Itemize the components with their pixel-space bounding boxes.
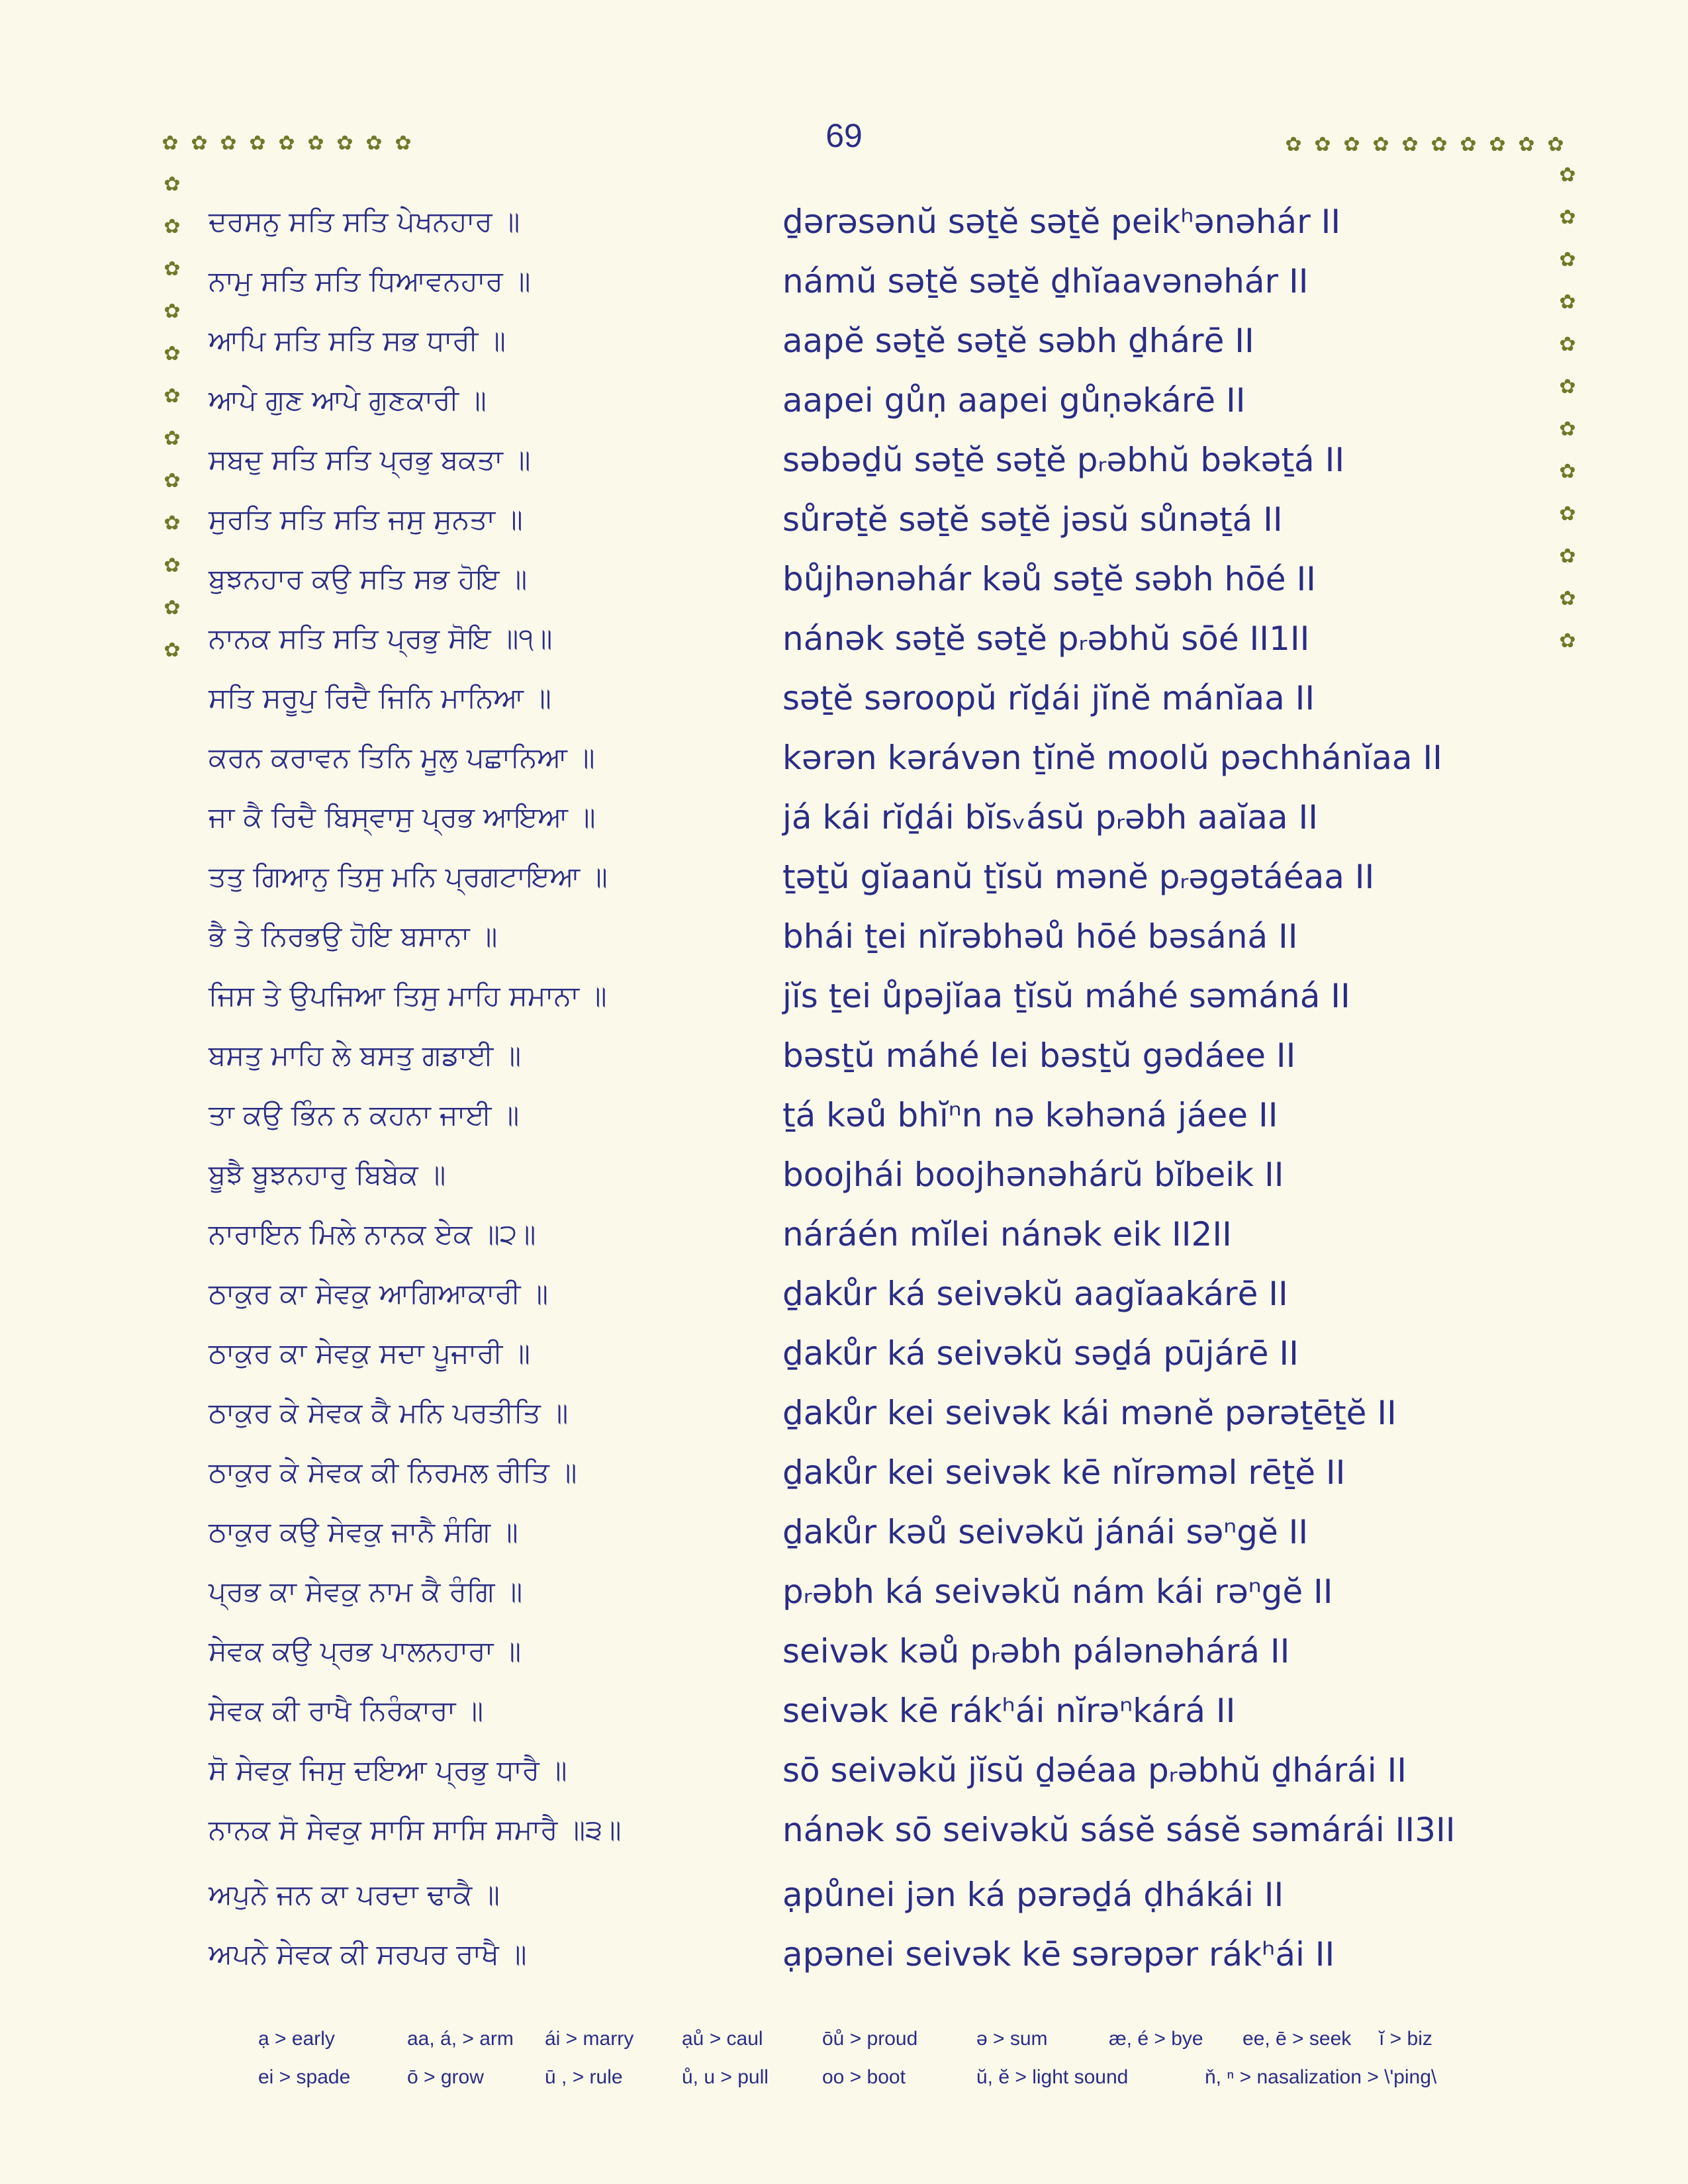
pronunciation-key-item: ạů > caul xyxy=(682,2028,763,2050)
gurmukhi-line: ਜਿਸ ਤੇ ਉਪਜਿਆ ਤਿਸੁ ਮਾਹਿ ਸਮਾਨਾ ॥ xyxy=(209,979,607,1012)
transliteration-line: jĭs ṯei ůpəjĭaa ṯĭsŭ máhé səmáná II xyxy=(782,977,1350,1015)
verse-row xyxy=(0,377,1688,437)
flower-ornament-icon: ✿ xyxy=(164,257,181,281)
transliteration-line: ṯá kəů bhĭⁿn nə kəhəná jáee II xyxy=(782,1096,1278,1134)
flower-ornament-icon: ✿ xyxy=(1460,133,1477,156)
transliteration-line: námŭ səṯĕ səṯĕ ḏhĭaavənəhár II xyxy=(782,262,1309,300)
pronunciation-key-item: ů, u > pull xyxy=(682,2066,769,2088)
gurmukhi-line: ਤਤੁ ਗਿਆਨੁ ਤਿਸੁ ਮਨਿ ਪ੍ਰਗਟਾਇਆ ॥ xyxy=(209,860,608,893)
pronunciation-key-item: aa, á, > arm xyxy=(407,2028,514,2050)
gurmukhi-line: ਸੇਵਕ ਕਉ ਪ੍ਰਭ ਪਾਲਨਹਾਰਾ ॥ xyxy=(209,1635,522,1667)
verse-row xyxy=(0,556,1688,615)
transliteration-line: pᵣəbh ká seivəkŭ nám kái rəⁿgĕ II xyxy=(782,1572,1333,1611)
verse-row xyxy=(0,913,1688,973)
flower-ornament-icon: ✿ xyxy=(1559,333,1576,356)
flower-ornament-icon: ✿ xyxy=(1372,133,1389,156)
flower-ornament-icon: ✿ xyxy=(365,132,383,155)
flower-ornament-icon: ✿ xyxy=(1430,133,1448,156)
flower-ornament-icon: ✿ xyxy=(1559,206,1576,229)
pronunciation-key-item: ə > sum xyxy=(976,2028,1048,2050)
flower-ornament-icon: ✿ xyxy=(164,215,181,238)
flower-ornament-icon: ✿ xyxy=(164,342,181,365)
verse-row xyxy=(0,615,1688,675)
pronunciation-key-item: ạ > early xyxy=(258,2028,335,2050)
verse-row xyxy=(0,437,1688,496)
flower-ornament-icon: ✿ xyxy=(336,132,353,155)
gurmukhi-line: ਕਰਨ ਕਰਾਵਨ ਤਿਨਿ ਮੂਲੁ ਪਛਾਨਿਆ ॥ xyxy=(209,741,595,774)
gurmukhi-line: ਸੋ ਸੇਵਕੁ ਜਿਸੁ ਦਇਆ ਪ੍ਰਭੁ ਧਾਰੈ ॥ xyxy=(209,1754,567,1786)
transliteration-line: aapĕ səṯĕ səṯĕ səbh ḏhárē II xyxy=(782,322,1254,360)
transliteration-line: nánək səṯĕ səṯĕ pᵣəbhŭ sōé II1II xyxy=(782,619,1310,658)
flower-ornament-icon: ✿ xyxy=(1343,133,1360,156)
pronunciation-key-item: ei > spade xyxy=(258,2066,351,2088)
flower-ornament-icon: ✿ xyxy=(164,469,181,492)
gurmukhi-line: ਸਤਿ ਸਰੂਪੁ ਰਿਦੈ ਜਿਨਿ ਮਾਨਿਆ ॥ xyxy=(209,682,551,714)
gurmukhi-line: ਠਾਕੁਰ ਕੇ ਸੇਵਕ ਕੈ ਮਨਿ ਪਰਤੀਤਿ ॥ xyxy=(209,1396,569,1429)
verse-row xyxy=(0,199,1688,258)
transliteration-line: kərən kərávən ṯĭnĕ moolŭ pəchhánĭaa II xyxy=(782,739,1442,777)
flower-ornament-icon: ✿ xyxy=(1559,248,1576,271)
transliteration-line: seivək kē rákʰái nĭrəⁿkárá II xyxy=(782,1692,1236,1730)
gurmukhi-line: ਅਪਨੇ ਸੇਵਕ ਕੀ ਸਰਪਰ ਰਾਖੈ ॥ xyxy=(209,1938,527,1970)
verse-row xyxy=(0,735,1688,794)
transliteration-line: səbəḏŭ səṯĕ səṯĕ pᵣəbhŭ bəkəṯá II xyxy=(782,441,1345,479)
pronunciation-key xyxy=(258,2028,1516,2105)
flower-ornament-icon: ✿ xyxy=(164,173,181,196)
gurmukhi-line: ਦਰਸਨੁ ਸਤਿ ਸਤਿ ਪੇਖਨਹਾਰ ॥ xyxy=(209,205,520,238)
gurmukhi-line: ਬੂਝੈ ਬੂਝਨਹਾਰੁ ਬਿਬੇਕ ॥ xyxy=(209,1158,446,1191)
verse-row xyxy=(0,496,1688,556)
flower-ornament-icon: ✿ xyxy=(1559,629,1576,653)
flower-ornament-icon: ✿ xyxy=(249,132,266,155)
gurmukhi-line: ਅਪੁਨੇ ਜਨ ਕਾ ਪਰਦਾ ਢਾਕੈ ॥ xyxy=(209,1878,500,1911)
verse-row xyxy=(0,1449,1688,1509)
flower-ornament-icon: ✿ xyxy=(1518,133,1535,156)
verse-row xyxy=(0,854,1688,913)
verse-row xyxy=(0,973,1688,1032)
verse-row xyxy=(0,1032,1688,1092)
ornament-border-top-left xyxy=(159,132,421,155)
gurmukhi-line: ਸੇਵਕ ਕੀ ਰਾਖੈ ਨਿਰੰਕਾਰਾ ॥ xyxy=(209,1694,484,1727)
flower-ornament-icon: ✿ xyxy=(220,132,237,155)
gurmukhi-line: ਨਾਨਕ ਸੋ ਸੇਵਕੁ ਸਾਸਿ ਸਾਸਿ ਸਮਾਰੈ ॥੩॥ xyxy=(209,1813,622,1846)
flower-ornament-icon: ✿ xyxy=(191,132,208,155)
flower-ornament-icon: ✿ xyxy=(1559,587,1576,610)
flower-ornament-icon: ✿ xyxy=(1559,502,1576,525)
gurmukhi-line: ਨਾਨਕ ਸਤਿ ਸਤਿ ਪ੍ਰਭੁ ਸੋਇ ॥੧॥ xyxy=(209,622,553,655)
verse-row xyxy=(0,1569,1688,1628)
flower-ornament-icon: ✿ xyxy=(1547,133,1564,156)
pronunciation-key-item: æ, é > bye xyxy=(1109,2028,1203,2050)
transliteration-line: já kái rĭḏái bĭsᵥásŭ pᵣəbh aaĭaa II xyxy=(782,798,1318,837)
flower-ornament-icon: ✿ xyxy=(164,427,181,450)
gurmukhi-line: ਠਾਕੁਰ ਕਾ ਸੇਵਕੁ ਆਗਿਆਕਾਰੀ ॥ xyxy=(209,1277,549,1310)
page-number: 69 xyxy=(825,117,863,154)
gurmukhi-line: ਨਾਮੁ ਸਤਿ ਸਤਿ ਧਿਆਵਨਹਾਰ ॥ xyxy=(209,265,531,297)
gurmukhi-line: ਆਪਿ ਸਤਿ ਸਤਿ ਸਭ ਧਾਰੀ ॥ xyxy=(209,324,506,357)
verse-row xyxy=(0,1807,1688,1866)
verse-row xyxy=(0,1747,1688,1807)
pronunciation-key-row xyxy=(258,2066,1516,2105)
flower-ornament-icon: ✿ xyxy=(1559,418,1576,441)
flower-ornament-icon: ✿ xyxy=(164,385,181,408)
transliteration-line: bůjhənəhár kəů səṯĕ səbh hōé II xyxy=(782,560,1316,598)
flower-ornament-icon: ✿ xyxy=(1489,133,1506,156)
transliteration-line: sō seivəkŭ jĭsŭ ḏəéaa pᵣəbhŭ ḏhárái II xyxy=(782,1751,1407,1790)
flower-ornament-icon: ✿ xyxy=(164,554,181,577)
gurmukhi-line: ਜਾ ਕੈ ਰਿਦੈ ਬਿਸ੍ਵਾਸੁ ਪ੍ਰਭ ਆਇਆ ॥ xyxy=(209,801,596,833)
gurmukhi-line: ਨਾਰਾਇਨ ਮਿਲੇ ਨਾਨਕ ਏਕ ॥੨॥ xyxy=(209,1218,536,1250)
verse-row xyxy=(0,1628,1688,1688)
gurmukhi-line: ਆਪੇ ਗੁਣ ਆਪੇ ਗੁਣਕਾਰੀ ॥ xyxy=(209,384,487,416)
transliteration-line: ḏakůr kəů seivəkŭ jánái səⁿgĕ II xyxy=(782,1513,1309,1551)
transliteration-line: ṯəṯŭ gĭaanŭ ṯĭsŭ mənĕ pᵣəgətáéaa II xyxy=(782,858,1375,896)
flower-ornament-icon: ✿ xyxy=(278,132,295,155)
verse-row xyxy=(0,1211,1688,1271)
transliteration-line: bhái ṯei nĭrəbhəů hōé bəsáná II xyxy=(782,917,1298,956)
pronunciation-key-item: ū , > rule xyxy=(545,2066,623,2088)
flower-ornament-icon: ✿ xyxy=(1401,133,1419,156)
transliteration-line: səṯĕ səroopŭ rĭḏái jĭnĕ mánĭaa II xyxy=(782,679,1315,717)
gurmukhi-line: ਤਾ ਕਉ ਭਿੰਨ ਨ ਕਹਨਾ ਜਾਈ ॥ xyxy=(209,1099,520,1131)
transliteration-line: ạpůnei jən ká pərəḏá ḍhákái II xyxy=(782,1876,1284,1914)
flower-ornament-icon: ✿ xyxy=(1559,545,1576,568)
flower-ornament-icon: ✿ xyxy=(1314,133,1331,156)
gurmukhi-line: ਭੈ ਤੇ ਨਿਰਭਉ ਹੋਇ ਬਸਾਨਾ ॥ xyxy=(209,920,498,952)
gurmukhi-line: ਸਬਦੁ ਸਤਿ ਸਤਿ ਪ੍ਰਭੁ ਬਕਤਾ ॥ xyxy=(209,443,531,476)
verse-row xyxy=(0,1271,1688,1330)
transliteration-line: ḏakůr kei seivək kē nĭrəməl rēṯĕ II xyxy=(782,1453,1346,1492)
gurmukhi-line: ਬੁਝਨਹਾਰ ਕਉ ਸਤਿ ਸਭ ਹੋਇ ॥ xyxy=(209,563,528,595)
pronunciation-key-item: oo > boot xyxy=(822,2066,906,2088)
pronunciation-key-row xyxy=(258,2028,1516,2066)
flower-ornament-icon: ✿ xyxy=(164,639,181,662)
verse-row xyxy=(0,1931,1688,1991)
pronunciation-key-item: ĭ > biz xyxy=(1379,2028,1432,2050)
flower-ornament-icon: ✿ xyxy=(164,300,181,323)
verse-row xyxy=(0,1330,1688,1390)
verse-row xyxy=(0,1092,1688,1152)
pronunciation-key-item: ee, ē > seek xyxy=(1243,2028,1352,2050)
flower-ornament-icon: ✿ xyxy=(1559,163,1576,187)
transliteration-line: ḏakůr ká seivəkŭ aagĭaakárē II xyxy=(782,1275,1288,1313)
flower-ornament-icon: ✿ xyxy=(1285,133,1302,156)
gurmukhi-line: ਬਸਤੁ ਮਾਹਿ ਲੇ ਬਸਤੁ ਗਡਾਈ ॥ xyxy=(209,1039,522,1071)
verse-row xyxy=(0,794,1688,854)
flower-ornament-icon: ✿ xyxy=(1559,460,1576,483)
flower-ornament-icon: ✿ xyxy=(164,512,181,535)
gurmukhi-line: ਠਾਕੁਰ ਕੇ ਸੇਵਕ ਕੀ ਨਿਰਮਲ ਰੀਤਿ ॥ xyxy=(209,1456,577,1488)
verse-list xyxy=(0,199,1688,1991)
verse-row xyxy=(0,1872,1688,1931)
transliteration-line: ḏakůr ká seivəkŭ səḏá pūjárē II xyxy=(782,1334,1299,1373)
transliteration-line: sůrəṯĕ səṯĕ səṯĕ jəsŭ sůnəṯá II xyxy=(782,500,1283,539)
pronunciation-key-item: ái > marry xyxy=(545,2028,634,2050)
flower-ornament-icon: ✿ xyxy=(1559,375,1576,398)
pronunciation-key-item: ŭ, ĕ > light sound xyxy=(976,2066,1129,2088)
flower-ornament-icon: ✿ xyxy=(395,132,412,155)
verse-row xyxy=(0,1509,1688,1569)
transliteration-line: náráén mĭlei nánək eik II2II xyxy=(782,1215,1232,1253)
pronunciation-key-item: ō > grow xyxy=(407,2066,484,2088)
flower-ornament-icon: ✿ xyxy=(307,132,324,155)
transliteration-line: bəsṯŭ máhé lei bəsṯŭ gədáee II xyxy=(782,1036,1296,1075)
verse-row xyxy=(0,1688,1688,1747)
transliteration-line: aapei gůṇ aapei gůṇəkárē II xyxy=(782,381,1246,420)
flower-ornament-icon: ✿ xyxy=(162,132,179,155)
transliteration-line: ḏərəsənŭ səṯĕ səṯĕ peikʰənəhár II xyxy=(782,203,1341,241)
verse-row xyxy=(0,258,1688,318)
gurmukhi-line: ਠਾਕੁਰ ਕਾ ਸੇਵਕੁ ਸਦਾ ਪੂਜਾਰੀ ॥ xyxy=(209,1337,530,1369)
gurmukhi-line: ਸੁਰਤਿ ਸਤਿ ਸਤਿ ਜਸੁ ਸੁਨਤਾ ॥ xyxy=(209,503,523,535)
pronunciation-key-item: ōů > proud xyxy=(822,2028,918,2050)
verse-row xyxy=(0,318,1688,377)
gurmukhi-line: ਠਾਕੁਰ ਕਉ ਸੇਵਕੁ ਜਾਨੈ ਸੰਗਿ ॥ xyxy=(209,1516,518,1548)
verse-row xyxy=(0,1390,1688,1449)
verse-row xyxy=(0,1152,1688,1211)
transliteration-line: ạpənei seivək kē sərəpər rákʰái II xyxy=(782,1935,1335,1974)
flower-ornament-icon: ✿ xyxy=(164,596,181,619)
ornament-border-top-right xyxy=(1282,134,1573,156)
pronunciation-key-item: ň, ⁿ > nasalization > \'ping\ xyxy=(1205,2066,1437,2088)
transliteration-line: seivək kəů pᵣəbh pálənəhárá II xyxy=(782,1632,1290,1670)
verse-row xyxy=(0,675,1688,735)
flower-ornament-icon: ✿ xyxy=(1559,291,1576,314)
gurmukhi-line: ਪ੍ਰਭ ਕਾ ਸੇਵਕੁ ਨਾਮ ਕੈ ਰੰਗਿ ॥ xyxy=(209,1575,523,1608)
transliteration-line: ḏakůr kei seivək kái mənĕ pərəṯēṯĕ II xyxy=(782,1394,1397,1432)
transliteration-line: boojhái boojhənəhárŭ bĭbeik II xyxy=(782,1156,1284,1194)
transliteration-line: nánək sō seivəkŭ sásĕ sásĕ səmárái II3II xyxy=(782,1811,1456,1849)
